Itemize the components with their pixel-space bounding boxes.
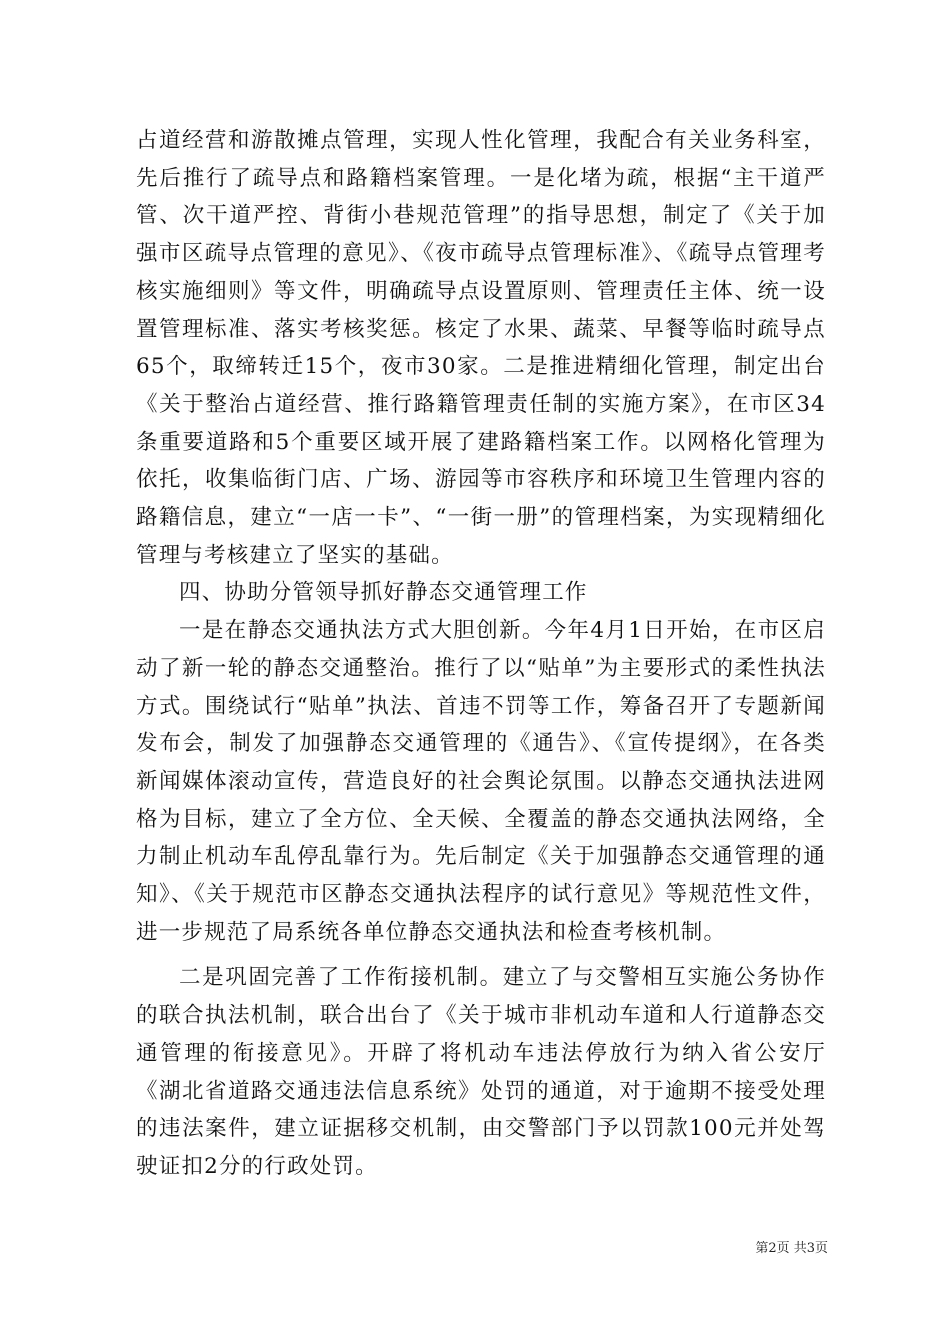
paragraph-coordination-mechanism: 二是巩固完善了工作衔接机制。建立了与交警相互实施公务协作的联合执法机制，联合出台了《关于城市非机动车道和人行道静态交通管理的衔接意见》。开辟了将机动车违法停放行为纳入省公安厅《湖北省道路交通违法信息系统》处罚的通道，对于逾期不接受处理的违法案件，建立证据移交机制，由交警部门予以罚款100元并处驾驶证扣2分的行政处罚。 <box>136 965 826 1179</box>
paragraph-static-traffic-innovation: 一是在静态交通执法方式大胆创新。今年4月1日开始，在市区启动了新一轮的静态交通整治。推行了以“贴单”为主要形式的柔性执法方式。围绕试行“贴单”执法、首违不罚等工作，筹备召开了专题新闻发布会，制发了加强静态交通管理的《通告》、《宣传提纲》，在各类新闻媒体滚动宣传，营造良好的社会舆论氛围。以静态交通执法进网格为目标，建立了全方位、全天候、全覆盖的静态交通执法网络，全力制止机动车乱停乱靠行为。先后制定《关于加强静态交通管理的通知》、《关于规范市区静态交通执法程序的试行意见》等规范性文件，进一步规范了局系统各单位静态交通执法和检查考核机制。 <box>136 618 826 945</box>
section-heading: 四、协助分管领导抓好静态交通管理工作 <box>179 580 588 606</box>
paragraph-continuation: 占道经营和游散摊点管理，实现人性化管理，我配合有关业务科室，先后推行了疏导点和路籍档案管理。一是化堵为疏，根据“主干道严管、次干道严控、背街小巷规范管理”的指导思想，制定了《关于加强市区疏导点管理的意见》、《夜市疏导点管理标准》、《疏导点管理考核实施细则》等文件，明确疏导点设置原则、管理责任主体、统一设置管理标准、落实考核奖惩。核定了水果、蔬菜、早餐等临时疏导点65个，取缔转迁15个，夜市30家。二是推进精细化管理，制定出台《关于整治占道经营、推行路籍管理责任制的实施方案》，在市区34条重要道路和5个重要区域开展了建路籍档案工作。以网格化管理为依托，收集临街门店、广场、游园等市容秩序和环境卫生管理内容的路籍信息，建立“一店一卡”、“一街一册”的管理档案，为实现精细化管理与考核建立了坚实的基础。 <box>136 128 826 568</box>
page-number: 第2页 共3页 <box>755 1241 828 1256</box>
document-body <box>136 122 826 1186</box>
